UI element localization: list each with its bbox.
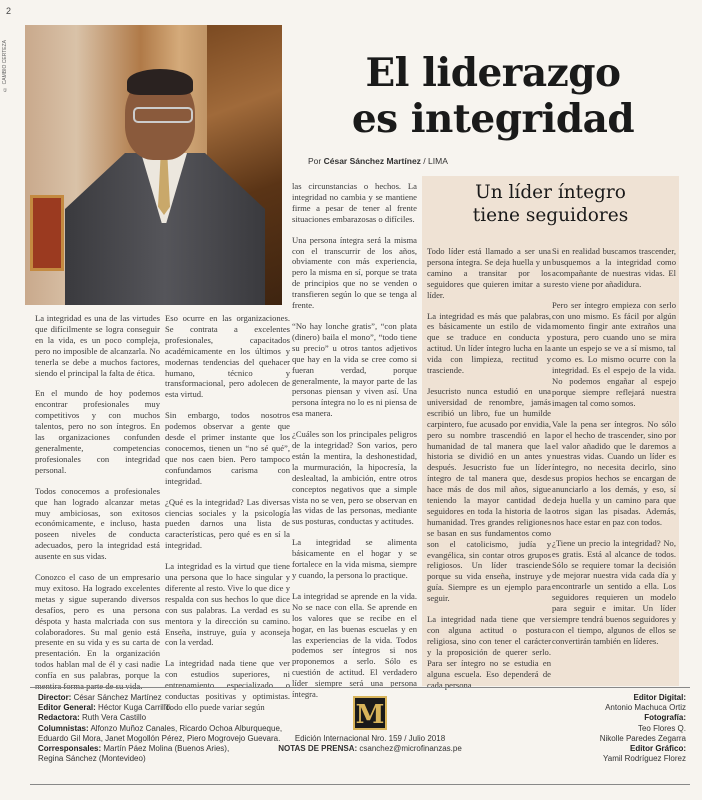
sidebar-column-1 xyxy=(427,246,551,700)
press-label: NOTAS DE PRENSA: xyxy=(278,744,358,754)
article-column-2 xyxy=(165,313,290,723)
paragraph: La integridad se aprende en la vida. No se nace con ella. Se aprende en los valores que se recibe en el hogar, en las buenas escuelas y en las experiencias de la vida. Todos podemos ser íntegros si nos proponemos a serlo. Sólo es cuestión de actitud. El verdadero líder siempre será una persona íntegra. xyxy=(292,590,417,700)
credit-label: Editor Digital: xyxy=(633,693,686,702)
author-photo xyxy=(25,25,282,305)
paragraph: Una persona íntegra será la misma con el transcurrir de los años, obviamente con más experiencia, pero la misma en sí, porque se trata de principios que no se venden o transfieren según lo que se tenga al frente. xyxy=(292,234,417,311)
byline-prefix: Por xyxy=(308,156,322,166)
credit-value: Nikolle Paredes Zegarra xyxy=(599,733,686,743)
staff-credits-right xyxy=(486,693,686,764)
paragraph: ¿Qué es la integridad? Las diversas ciencias sociales y la psicología pueden darnos una lista de características, pero qué es en sí la integridad. xyxy=(165,496,290,551)
credit-value: Antonio Machuca Ortiz xyxy=(605,703,686,713)
credit-value: Martín Páez Molina (Buenos Aries), xyxy=(101,744,230,754)
paragraph: Todos conocemos a profesionales que han logrado alcanzar metas muy ambiciosas, son exitosos económicamente, e incluso, hasta poseen niveles de conducta adecuados, pero la integridad está ausente en sus vidas. xyxy=(35,485,160,562)
edition-text: Edición Internacional Nro. 159 / Julio 2018 xyxy=(294,734,446,743)
credit-value: César Sánchez Martínez xyxy=(71,693,162,702)
paragraph: Sin embargo, todos nosotros podemos observar a gente que desde el primer instante que los conocemos, tienen un “no sé qué”, que nos caen bien. Pero tampoco confundamos carisma con integridad. xyxy=(165,410,290,486)
byline-author: César Sánchez Martínez xyxy=(323,156,421,166)
paragraph: Todo líder está llamado a ser una persona íntegra. Se deja huella y un camino a transitar por los seguidores que quieren imitar a su líder. xyxy=(427,246,551,300)
credit-label: Fotografía: xyxy=(644,713,686,723)
article-title xyxy=(298,50,688,142)
page-number: 2 xyxy=(6,6,12,16)
byline xyxy=(308,156,448,166)
article-column-1 xyxy=(35,313,160,702)
paragraph: La integridad nada tiene que ver con alguna actitud o postura religiosa, sino con tener el carácter y la proposición de querer serlo. Para ser íntegro no se estudia en alguna escuela. Eso dependerá de cada persona. xyxy=(427,614,551,690)
paragraph: Jesucristo nunca estudió en una universidad de renombre, jamás escribió un libro, fue un humilde carpintero, fue acusado por envidia, pero su nombre trascendió en la humanidad de tal manera que la historia se dividió en un antes y después. Jesucristo fue un líder íntegro de tal manera que, desde hace más de dos mil años, sigue teniendo la mayor cantidad de seguidores en toda la historia de la humanidad. Tres grandes religiones se basan en sus fundamentos como son el catolicismo, judía y evangélica, sin contar otros grupos religiosos. Un líder trasciende porque su vida enseña, instruye y guía. Siempre es un ejemplo para seguir. xyxy=(427,385,551,604)
paragraph: La integridad es la virtud que tiene una persona que lo hace singular y diferente al resto. Vive lo que dice y respalda con sus hechos lo que dice con sus palabras. La verdad es su mentora y la dirección su camino. Enseña, instruye, guía y aconseja con la verdad. xyxy=(165,561,290,648)
paragraph: Vale la pena ser íntegros. No sólo por el hecho de trascender, sino por el valor añadido que le daremos a nuestras vidas. Cuando un líder es íntegro, no necesita decirlo, sino sus propios hechos se encargan de anunciarlo a los demás, y eso, sí deja huella y un camino para que otros sigan las pisadas. Además, nos hace estar en paz con todos. xyxy=(552,418,676,527)
paragraph: La integridad es una de las virtudes que difícilmente se logra conseguir en la vida, es un poco compleja, pero no imposible de alcanzarla. No tenerla se debe a muchos factores, siendo el principal la falta de ética. xyxy=(35,313,160,378)
photo-credit: © CAMBIO CERTEZA xyxy=(2,40,8,92)
credit-label: Columnistas: xyxy=(38,723,89,733)
credit-label: Redactora: xyxy=(38,713,80,723)
paragraph: ¿Tiene un precio la integridad? No, es gratis. Está al alcance de todos. Sólo se requiere tomar la decisión de mejorar nuestra vida cada día y encontrarle un sentido a ella. Los seguidores requieren un modelo para seguir e imitar. Un líder siempre tendrá buenos seguidores y con el tiempo, algunos de ellos se convertirán también en líderes. xyxy=(552,537,676,646)
byline-place: / LIMA xyxy=(420,156,448,166)
paragraph: Pero ser íntegro empieza con serlo con uno mismo. Es fácil por algún momento fingir ante extraños una postura, pero cuando uno se mira ante un espejo se ve a sí mismo, tal como es. Lo mismo ocurre con la integridad. Es el espejo de la vida. No podemos engañar al espejo porque siempre reflejará nuestra imagen tal como somos. xyxy=(552,299,676,408)
credit-value: Alfonzo Muñoz Canales, Ricardo Ochoa Alburqueque, xyxy=(88,723,283,733)
paragraph: ¿Cuáles son los principales peligros de la integridad? Son varios, pero están la mentira, la deshonestidad, la murmuración, la hipocresía, la deslealtad, la ambición, entre otros conceptos negativos que a simple vista no se ven, pero se observan en las vidas de las personas, mediante sus posturas, conductas y actitudes. xyxy=(292,429,417,527)
credit-value: Regina Sánchez (Montevideo) xyxy=(38,754,146,764)
credit-label: Director: xyxy=(38,693,72,702)
paragraph: Conozco el caso de un empresario muy exitoso. Ha logrado excelentes metas y sigue superando diversos desafíos, pero es una persona déspota y hasta malcriada con sus colaboradores. Su mal genio está presente en su vida y es su carta de presentación. En la organización todos hablan mal de él y casi nadie confía en sus palabras, porque la mentira forma parte de su vida. xyxy=(35,572,160,692)
paragraph: La integridad es más que palabras, es básicamente un estilo de vida que se traduce en conducta y actitud. Un líder íntegro lucha en la vida con limpieza, rectitud y trasciende. xyxy=(427,310,551,376)
credit-label: Editor General: xyxy=(38,703,96,713)
sidebar-column-2 xyxy=(552,246,676,657)
masthead-footer xyxy=(30,687,690,785)
paragraph: En el mundo de hoy podemos encontrar profesionales muy competitivos y con muchos talentos, pero no son íntegros. En las organizaciones confunden generalmente, competencias profesionales con integridad personal. xyxy=(35,388,160,475)
paragraph: “No hay lonche gratis”, “con plata (dinero) baila el mono”, “todo tiene su precio” u otros tantos adjetivos que hay en la vida se cree como si fueran verdad, porque generalmente, la mayor parte de las personas piensan y viven así. Una persona íntegra no lo es ni piensa de esa manera. xyxy=(292,320,417,419)
title-line-1: El liderazgo xyxy=(365,50,621,96)
credit-label: Editor Gráfico: xyxy=(629,744,686,754)
paragraph: La integridad se alimenta básicamente en el hogar y se fortalece en la vida misma, siempre y cuando, la persona lo practique. xyxy=(292,537,417,580)
title-line-2: es integridad xyxy=(351,96,635,142)
staff-credits-left xyxy=(38,693,298,764)
sidebar-title-line-2: tiene seguidores xyxy=(472,205,629,226)
edition-info xyxy=(275,696,465,754)
press-email[interactable]: csanchez@microfinanzas.pe xyxy=(357,744,462,754)
sidebar-title-line-1: Un líder íntegro xyxy=(475,182,626,203)
paragraph: Eso ocurre en las organizaciones. Se contrata a excelentes profesionales, capacitados académicamente en los últimos y modernas tendencias del quehacer humano, técnico y transformacional, pero adolecen de esta virtud. xyxy=(165,313,290,400)
credit-value: Teo Flores Q. xyxy=(637,723,686,733)
credit-value: Ruth Vera Castillo xyxy=(79,713,147,723)
credit-label: Corresponsales: xyxy=(38,744,102,754)
paragraph: Si en realidad buscamos trascender, busquemos a la integridad como acompañante de nuestras vidas. El resto viene por añadidura. xyxy=(552,246,676,289)
paragraph: las circunstancias o hechos. La integridad no cambia y se mantiene firme a pesar de tener al frente situaciones embarazosas o difíciles. xyxy=(292,181,417,224)
credit-value: Héctor Kuga Carrillo. xyxy=(95,703,173,713)
sidebar-title xyxy=(422,181,679,227)
paragraph: La integridad nada tiene que ver con estudios superiores, ni entrenamiento especializado o conductas positivas y optimistas. Todo ello puede variar según xyxy=(165,658,290,712)
credit-value: Yamil Rodríguez Florez xyxy=(603,754,686,764)
article-column-3 xyxy=(292,181,417,710)
publication-logo: M xyxy=(353,696,387,730)
credit-value: Eduardo Gil Mora, Janet Mogollón Pérez, Piero Mogrovejo Guevara. xyxy=(38,733,281,743)
